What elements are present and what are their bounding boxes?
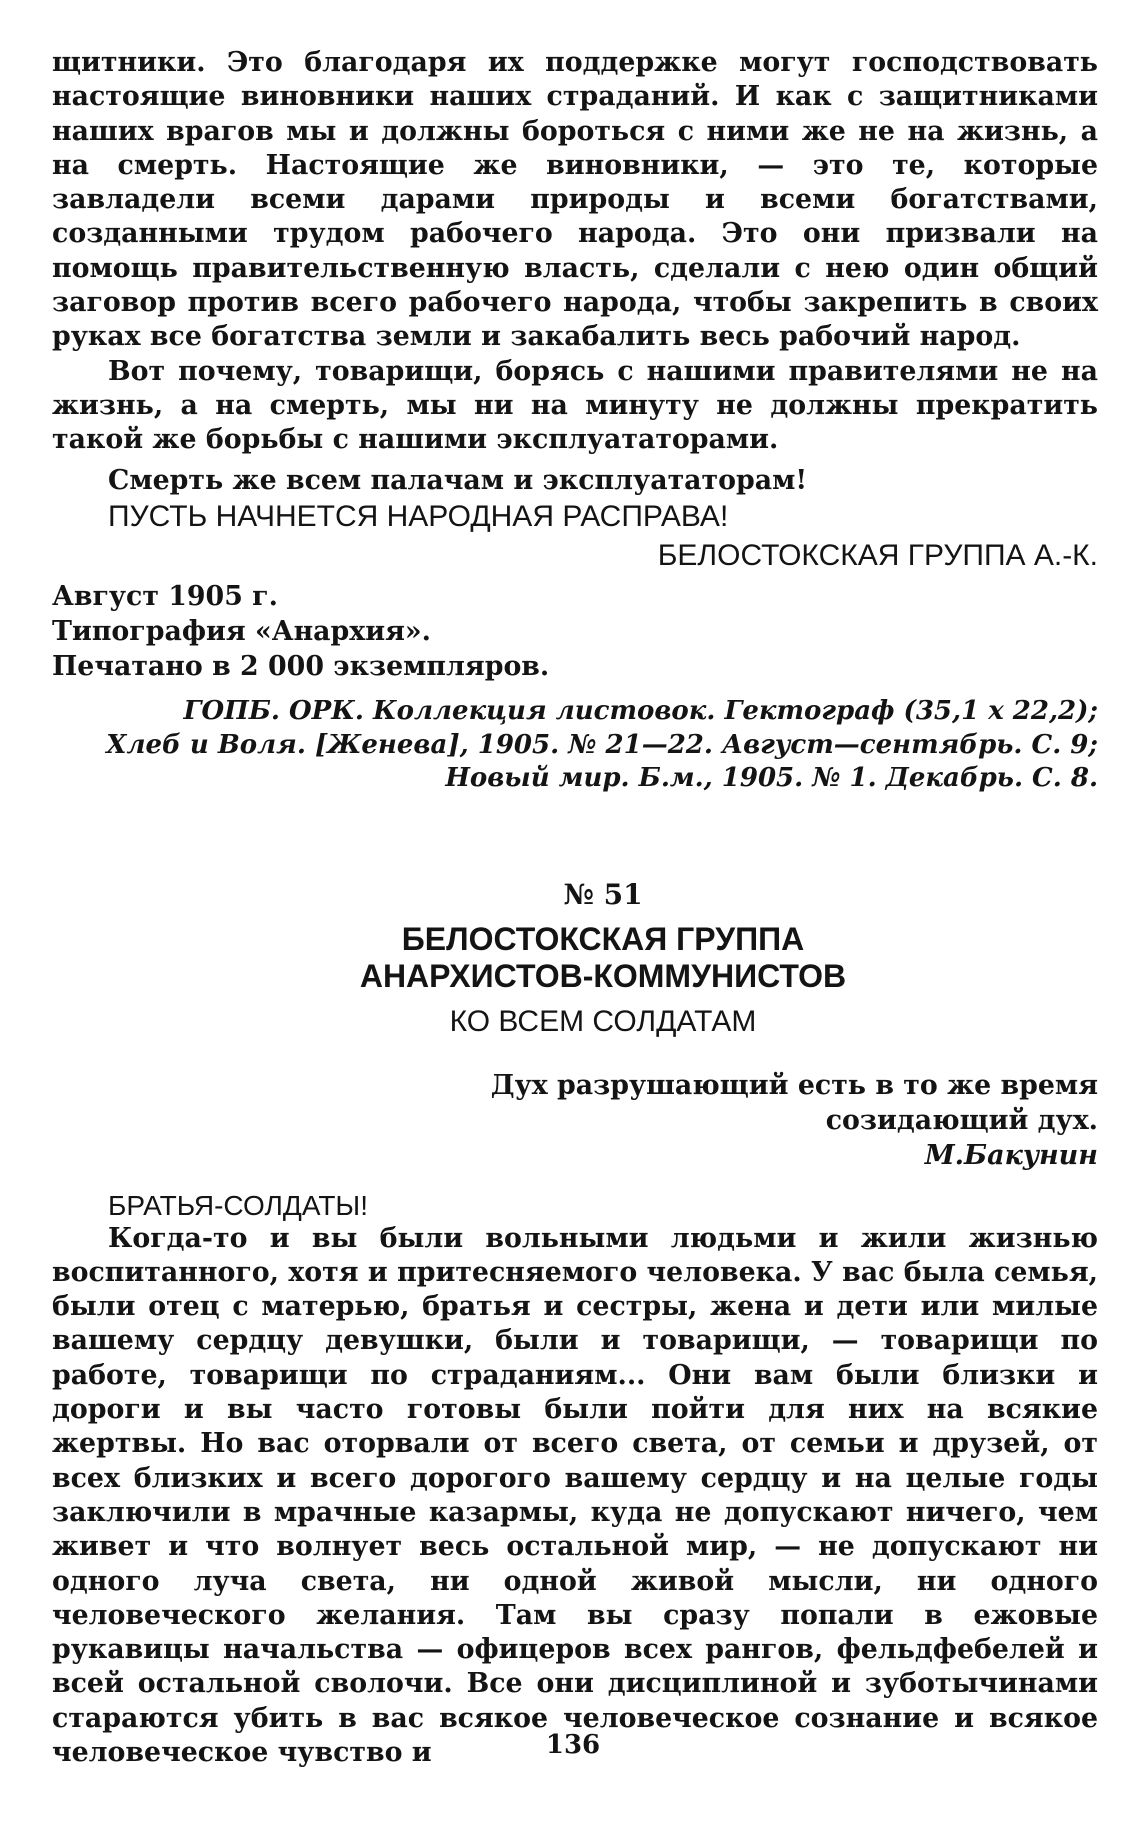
continuation-paragraph-1: щитники. Это благодаря их поддержке могут господствовать настоящие виновники наших страданий. И как с защитниками наших врагов мы и должны бороться с ними же не на жизнь, а на смерть. Настоящие же виновники, — это те, которые завладели всеми дарами природы и всеми богатствами, созданными трудом рабочего народа. Это они призвали на помощь правительственную власть, сделали с нею один общий заговор против всего рабочего народа, чтобы закрепить в своих руках все богатства земли и закабалить весь рабочий народ. — [52, 47, 1098, 353]
group-heading-line-1: БЕЛОСТОКСКАЯ ГРУППА — [401, 921, 805, 958]
salutation: БРАТЬЯ-СОЛДАТЫ! — [108, 1189, 368, 1221]
imprint-copies: Печатано в 2 000 экземпляров. — [52, 651, 550, 683]
imprint-date: Август 1905 г. — [52, 581, 278, 613]
document-title: КО ВСЕМ СОЛДАТАМ — [449, 1004, 757, 1038]
slogan: ПУСТЬ НАЧНЕТСЯ НАРОДНАЯ РАСПРАВА! — [108, 499, 729, 533]
imprint-printer: Типография «Анархия». — [52, 616, 432, 648]
page-number: 136 — [545, 1730, 601, 1760]
document-number: № 51 — [563, 878, 643, 912]
epigraph-line-1: Дух разрушающий есть в то же время — [490, 1069, 1098, 1101]
source-line-3: Новый мир. Б.м., 1905. № 1. Декабрь. С. 8. — [445, 763, 1098, 794]
body-paragraph: Когда-то и вы были вольными людьми и жили жизнью воспитанного, хотя и притесняемого человека. У вас была семья, были отец с матерью, братья и сестры, жена и дети или милые вашему сердцу девушки, были и товарищи, — товарищи по работе, товарищи по страданиям... Они вам были близки и дороги и вы часто готовы были пойти для них на всякие жертвы. Но вас оторвали от всего света, от семьи и друзей, от всех близких и всего дорогого вашему сердцу и на целые годы заключили в мрачные казармы, куда не допускают ничего, чем живет и что волнует весь остальной мир, — не допускают ни одного луча света, ни одной живой мысли, ни одного человеческого желания. Там вы сразу попали в ежовые рукавицы начальства — офицеров всех рангов, фельдфебелей и всей остальной сволочи. Все они дисциплиной и зуботычинами стараются убить в вас всякое человеческое сознание и всякое человеческое чувство и — [52, 1222, 1098, 1769]
source-line-1: ГОПБ. ОРК. Коллекция листовок. Гектограф (35,1 х 22,2); — [183, 695, 1098, 726]
epigraph — [52, 1069, 1098, 1174]
group-heading-line-2: АНАРХИСТОВ-КОММУНИСТОВ — [359, 958, 847, 995]
document-group-heading — [108, 921, 1098, 995]
imprint-block — [52, 580, 1098, 684]
epigraph-line-2: созидающий дух. — [825, 1104, 1098, 1136]
source-references — [52, 695, 1098, 796]
source-line-2: Хлеб и Воля. [Женева], 1905. № 21—22. Август—сентябрь. С. 9; — [106, 729, 1098, 760]
continuation-paragraph-2: Вот почему, товарищи, борясь с нашими правителями не на жизнь, а на смерть, мы ни на минуту не должны прекратить такой же борьбы с нашими эксплуататорами. — [52, 355, 1098, 456]
leaflet-signature: БЕЛОСТОКСКАЯ ГРУППА А.-К. — [657, 539, 1098, 573]
epigraph-author: М.Бакунин — [924, 1140, 1098, 1172]
closing-line: Смерть же всем палачам и эксплуататорам! — [108, 464, 808, 496]
